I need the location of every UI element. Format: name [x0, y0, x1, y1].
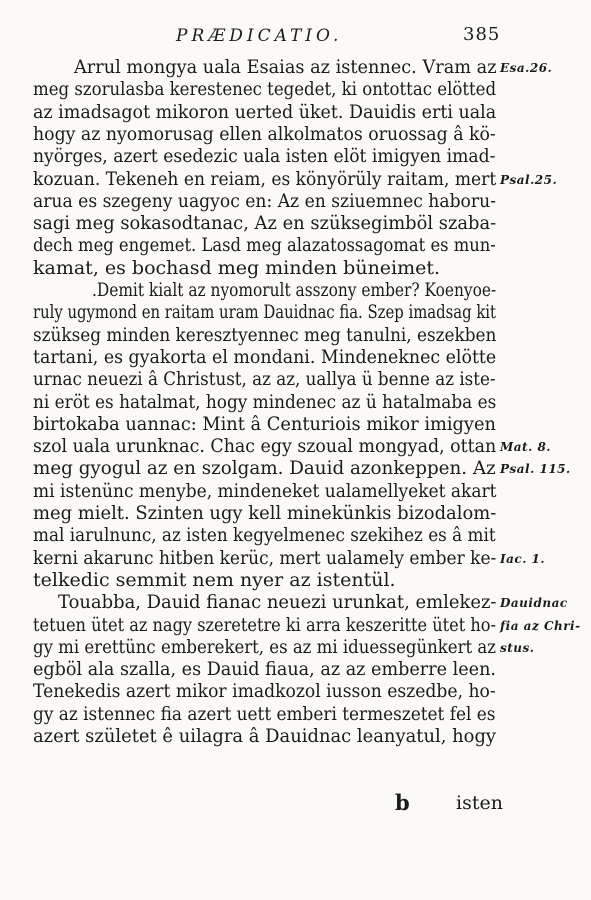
- text-line-content: Touabba, Dauid fianac neuezi urunkat, emlekez-: [58, 591, 497, 614]
- text-line: [0, 435, 591, 457]
- text-line-content: telkedic semmit nem nyer az istentül.: [33, 568, 396, 591]
- text-line: [0, 279, 591, 301]
- text-line: [0, 636, 591, 658]
- text-line-content: Tenekedis azert mikor imadkozol iusson eszedbe, ho-: [33, 680, 496, 703]
- text-line-content: Arrul mongya uala Esaias az istennec. Vram az: [74, 56, 497, 78]
- text-line: [0, 591, 591, 613]
- text-line: [0, 123, 591, 145]
- margin-note: Psal.25.: [500, 172, 558, 187]
- text-line-content: birtokaba uannac: Mint â Centuriois mikor imigyen: [33, 412, 496, 435]
- text-line: [0, 391, 591, 413]
- text-line-content: gy mi erettünc emberekert, es az mi iduessegünkert az: [33, 635, 496, 658]
- text-line: [0, 78, 591, 100]
- margin-note: Iac. 1.: [500, 551, 546, 566]
- text-line-content: .Demit kialt az nyomorult asszony ember? Koenyoe-: [92, 279, 497, 301]
- margin-note: Mat. 8.: [500, 440, 551, 455]
- text-line: [0, 145, 591, 167]
- page-number: 385: [463, 24, 501, 45]
- text-line-content: kamat, es bochasd meg minden büneimet.: [33, 256, 441, 279]
- margin-note: stus.: [500, 640, 535, 655]
- text-line-content: mal iarulnunc, az isten kegyelmenec szekihez es â mit: [33, 524, 496, 547]
- text-line: [0, 212, 591, 234]
- text-line-content: tetuen ütet az nagy szeretetre ki arra keszeritte ütet ho-: [33, 613, 496, 636]
- text-line: [0, 346, 591, 368]
- text-line-content: arua es szegeny uagyoc en: Az en sziuemnec haboru-: [33, 189, 496, 212]
- text-line: [0, 324, 591, 346]
- text-line: [0, 368, 591, 390]
- text-line: [0, 680, 591, 702]
- text-line-content: azert születet ê uilagra â Dauidnac leanyatul, hogy: [33, 725, 497, 747]
- text-line-content: tartani, es gyakorta el mondani. Mindeneknec elötte: [33, 345, 497, 368]
- text-line: [0, 524, 591, 546]
- text-line: [0, 257, 591, 279]
- text-line-content: ni eröt es hatalmat, hogy mindenec az ü hatalmaba es: [33, 390, 497, 413]
- text-line-content: nyörges, azert esedezic uala isten elöt imigyen imad-: [33, 145, 496, 168]
- text-line: [0, 502, 591, 524]
- text-line-content: meg mielt. Szinten ugy kell minekünkis bizodalom-: [33, 502, 497, 524]
- text-line: [0, 190, 591, 212]
- text-line: [0, 480, 591, 502]
- text-line: [0, 234, 591, 256]
- text-line: [0, 569, 591, 591]
- text-line-content: hogy az nyomorusag ellen alkolmatos oruossag â kö-: [33, 122, 496, 145]
- text-line-content: gy az istennec fia azert uett emberi termeszetet fel es: [33, 702, 496, 725]
- text-line-content: meg gyogul az en szolgam. Dauid azonkeppen. Az: [33, 457, 496, 480]
- text-line-content: kerni akarunc hitben kerüc, mert ualamely ember ke-: [33, 546, 497, 569]
- text-line: [0, 547, 591, 569]
- text-line: [0, 703, 591, 725]
- text-line: [0, 101, 591, 123]
- margin-note: Psal. 115.: [500, 462, 571, 477]
- text-line-content: egböl ala szalla, es Dauid fiaua, az az emberre leen.: [33, 658, 497, 681]
- text-line-content: mi istenünc menybe, mindeneket ualamellyeket akart: [33, 479, 497, 502]
- text-line-content: urnac neuezi â Christust, az az, uallya ü benne az iste-: [33, 368, 496, 391]
- text-line-content: meg szorulasba kerestenec tegedet, ki ontottac elötted: [33, 78, 497, 101]
- text-line-content: kozuan. Tekeneh en reiam, es könyörüly raitam, mert: [33, 167, 497, 190]
- text-line: [0, 301, 591, 323]
- text-line: [0, 614, 591, 636]
- text-line-content: szol uala urunknac. Chac egy szoual mongyad, ottan: [33, 435, 497, 458]
- text-line: [0, 457, 591, 479]
- text-line-content: az imadsagot mikoron uerted üket. Dauidis erti uala: [33, 100, 497, 123]
- text-line: [0, 658, 591, 680]
- margin-note: fia az Chri-: [500, 618, 581, 633]
- margin-note: Esa.26.: [500, 61, 553, 75]
- catchword: isten: [456, 792, 503, 814]
- text-line-content: ruly ugymond en raitam uram Dauidnac fia. Szep imadsag kit: [33, 301, 497, 324]
- text-line: [0, 725, 591, 747]
- text-line: [0, 413, 591, 435]
- text-line-content: sagi meg sokasodtanac, Az en szüksegimböl szaba-: [33, 212, 497, 235]
- signature-mark: b: [395, 790, 410, 815]
- running-title: PRÆDICATIO.: [176, 26, 343, 46]
- text-line: [0, 56, 591, 78]
- margin-note: Dauidnac: [500, 596, 568, 611]
- text-line: [0, 168, 591, 190]
- text-line-content: szükseg minden keresztyennec meg tanulni, eszekben: [33, 323, 497, 346]
- text-line-content: dech meg engemet. Lasd meg alazatossagomat es mun-: [33, 234, 496, 257]
